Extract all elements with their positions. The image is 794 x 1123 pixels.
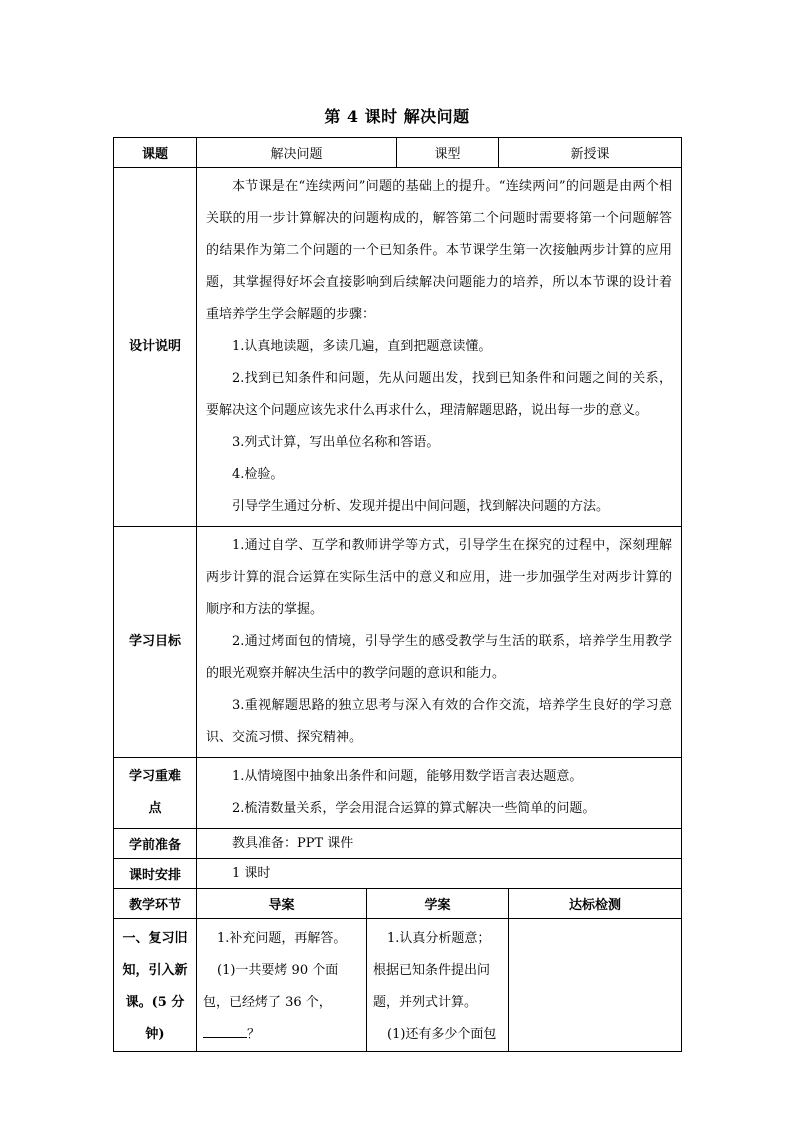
goals-paragraph: 2.通过烤面包的情境，引导学生的感受教学与生活的联系，培养学生用教学的眼光观察并解决生活中的教学问题的意识和能力。 [206,634,673,681]
design-paragraph: 1.认真地读题，多读几遍，直到把题意读懂。 [232,339,492,354]
goals-row [114,527,682,758]
segment-check [509,919,682,1052]
study-header: 学案 [367,889,509,919]
design-paragraph: 3.列式计算，写出单位名称和答语。 [232,435,440,450]
segment-study [367,919,509,1052]
study-paragraph: 1.认真分析题意；根据已知条件提出问题，并列式计算。 [373,931,491,1010]
design-paragraph: 引导学生通过分析、发现并提出中间问题，找到解决问题的方法。 [232,499,610,514]
type-value: 新授课 [499,138,682,168]
schedule-value: 1 课时 [197,859,682,889]
goals-label: 学习目标 [114,527,197,758]
guide-paragraph: 1.补充问题，再解答。 [217,931,347,946]
design-label: 设计说明 [114,168,197,527]
guide-header: 导案 [197,889,367,919]
study-paragraph: (1)还有多少个面包 [387,1027,497,1042]
topic-label: 课题 [114,138,197,168]
design-paragraph: 本节课是在“连续两问”问题的基础上的提升。“连续两问”的问题是由两个相关联的用一步计算解决的问题构成的，解答第二个问题时需要将第一个问题解答的结果作为第二个问题的一个已知条件。本节课学生第一次接触两步计算的应用题，其掌握得好坏会直接影响到后续解决问题能力的培养，所以本节课的设计着重培养学生学会解题的步骤： [206,179,673,322]
topic-value: 解决问题 [197,138,397,168]
key-points-content [197,758,682,829]
goals-content [197,527,682,758]
type-label: 课型 [397,138,499,168]
section-header-row [114,889,682,919]
key-points-label: 学习重难点 [114,758,197,829]
key-points-paragraph: 2.梳清数量关系，学会用混合运算的算式解决一些简单的问题。 [232,801,596,816]
segment-row [114,919,682,1052]
design-row [114,168,682,527]
design-paragraph: 2.找到已知条件和问题，先从问题出发，找到已知条件和问题之间的关系，要解决这个问题应该先求什么再求什么，理清解题思路，说出每一步的意义。 [206,371,673,418]
segment-guide [197,919,367,1052]
document-title: 第 4 课时 解决问题 [324,107,470,126]
segment-stage: 一、复习旧知，引入新课。(5 分钟) [114,919,197,1052]
stage-header: 教学环节 [114,889,197,919]
prep-value: 教具准备：PPT 课件 [197,829,682,859]
schedule-row [114,859,682,889]
guide-question-text: (1)一共要烤 90 个面包，已经烤了 36 个， [203,963,339,1010]
check-header: 达标检测 [509,889,682,919]
prep-label: 学前准备 [114,829,197,859]
guide-paragraph [203,955,360,1051]
schedule-label: 课时安排 [114,859,197,889]
lesson-plan-table [113,137,682,1052]
topic-row [114,138,682,168]
design-paragraph: 4.检验。 [232,467,284,482]
design-content [197,168,682,527]
goals-paragraph: 1.通过自学、互学和教师讲学等方式，引导学生在探究的过程中，深刻理解两步计算的混合运算在实际生活中的意义和应用，进一步加强学生对两步计算的顺序和方法的掌握。 [206,538,673,617]
key-points-row [114,758,682,829]
guide-question-mark: ？ [247,1027,261,1042]
prep-row [114,829,682,859]
goals-paragraph: 3.重视解题思路的独立思考与深入有效的合作交流，培养学生良好的学习意识、交流习惯、探究精神。 [206,698,673,745]
answer-blank [203,1023,247,1038]
key-points-paragraph: 1.从情境图中抽象出条件和问题，能够用数学语言表达题意。 [232,769,583,784]
